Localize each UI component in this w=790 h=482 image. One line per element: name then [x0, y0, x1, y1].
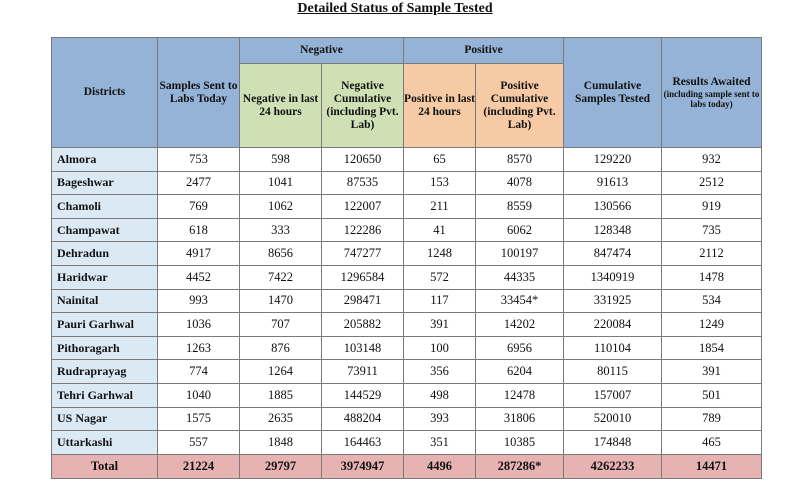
cell-neg24: 876	[240, 336, 322, 360]
cell-cum: 110104	[564, 336, 662, 360]
table-row	[52, 289, 762, 313]
cell-negcum: 103148	[322, 336, 404, 360]
cell-await: 1854	[662, 336, 762, 360]
table-row	[52, 171, 762, 195]
district-name: Pauri Garhwal	[52, 313, 158, 337]
cell-negcum: 87535	[322, 171, 404, 195]
cell-sent: 1575	[158, 407, 240, 431]
cell-cum: 130566	[564, 195, 662, 219]
cell-negcum: 73911	[322, 360, 404, 384]
district-name: Chamoli	[52, 195, 158, 219]
cell-poscum: 12478	[476, 383, 564, 407]
cell-poscum: 6062	[476, 218, 564, 242]
header-samples-sent: Samples Sent to Labs Today	[158, 38, 240, 148]
cell-await: 932	[662, 148, 762, 172]
header-cumulative-tested: Cumulative Samples Tested	[564, 38, 662, 148]
district-name: Dehradun	[52, 242, 158, 266]
cell-await: 735	[662, 218, 762, 242]
cell-sent: 1263	[158, 336, 240, 360]
cell-pos24: 498	[404, 383, 476, 407]
table-row	[52, 242, 762, 266]
cell-negcum: 122007	[322, 195, 404, 219]
cell-cum: 128348	[564, 218, 662, 242]
district-name: Bageshwar	[52, 171, 158, 195]
cell-sent: 4452	[158, 265, 240, 289]
cell-negcum: 298471	[322, 289, 404, 313]
table-row	[52, 383, 762, 407]
cell-await: 1478	[662, 265, 762, 289]
district-name: Pithoragarh	[52, 336, 158, 360]
cell-pos24: 393	[404, 407, 476, 431]
cell-negcum: 122286	[322, 218, 404, 242]
header-districts: Districts	[52, 38, 158, 148]
cell-neg24: 1062	[240, 195, 322, 219]
cell-pos24: 41	[404, 218, 476, 242]
cell-neg24: 7422	[240, 265, 322, 289]
cell-negcum: 488204	[322, 407, 404, 431]
cell-pos24: 351	[404, 431, 476, 455]
table-body	[52, 148, 762, 479]
cell-poscum: 6956	[476, 336, 564, 360]
cell-cum: 174848	[564, 431, 662, 455]
cell-negcum: 144529	[322, 383, 404, 407]
header-positive-cumulative: Positive Cumulative (including Pvt. Lab)	[476, 64, 564, 148]
page-title: Detailed Status of Sample Tested	[297, 1, 493, 16]
total-label: Total	[52, 454, 158, 478]
cell-cum: 847474	[564, 242, 662, 266]
table-row	[52, 407, 762, 431]
district-name: Nainital	[52, 289, 158, 313]
table-row	[52, 360, 762, 384]
cell-poscum: 4078	[476, 171, 564, 195]
cell-poscum: 8570	[476, 148, 564, 172]
district-name: Champawat	[52, 218, 158, 242]
sample-status-table	[51, 37, 762, 479]
cell-poscum: 33454*	[476, 289, 564, 313]
header-negative-24h: Negative in last 24 hours	[240, 64, 322, 148]
table-row	[52, 265, 762, 289]
cell-negcum: 120650	[322, 148, 404, 172]
cell-cum: 157007	[564, 383, 662, 407]
header-negative-cumulative: Negative Cumulative (including Pvt. Lab)	[322, 64, 404, 148]
total-cum: 4262233	[564, 454, 662, 478]
cell-cum: 331925	[564, 289, 662, 313]
cell-sent: 753	[158, 148, 240, 172]
cell-await: 465	[662, 431, 762, 455]
cell-await: 2512	[662, 171, 762, 195]
district-name: Haridwar	[52, 265, 158, 289]
table-row	[52, 431, 762, 455]
table-row	[52, 148, 762, 172]
cell-poscum: 14202	[476, 313, 564, 337]
cell-neg24: 2635	[240, 407, 322, 431]
table-row	[52, 218, 762, 242]
cell-cum: 1340919	[564, 265, 662, 289]
cell-pos24: 117	[404, 289, 476, 313]
results-awaited-label: Results Awaited	[672, 76, 751, 88]
cell-cum: 129220	[564, 148, 662, 172]
cell-neg24: 1470	[240, 289, 322, 313]
cell-neg24: 1848	[240, 431, 322, 455]
cell-pos24: 153	[404, 171, 476, 195]
cell-poscum: 31806	[476, 407, 564, 431]
cell-cum: 220084	[564, 313, 662, 337]
district-name: Rudraprayag	[52, 360, 158, 384]
results-awaited-note: (including sample sent to labs today)	[663, 89, 760, 109]
cell-sent: 993	[158, 289, 240, 313]
table-row	[52, 195, 762, 219]
cell-sent: 1040	[158, 383, 240, 407]
cell-neg24: 598	[240, 148, 322, 172]
total-poscum: 287286*	[476, 454, 564, 478]
cell-pos24: 356	[404, 360, 476, 384]
total-row	[52, 454, 762, 478]
cell-await: 1249	[662, 313, 762, 337]
cell-cum: 91613	[564, 171, 662, 195]
cell-await: 501	[662, 383, 762, 407]
cell-await: 789	[662, 407, 762, 431]
cell-neg24: 1885	[240, 383, 322, 407]
cell-await: 391	[662, 360, 762, 384]
cell-sent: 2477	[158, 171, 240, 195]
district-name: Uttarkashi	[52, 431, 158, 455]
header-positive-24h: Positive in last 24 hours	[404, 64, 476, 148]
cell-sent: 4917	[158, 242, 240, 266]
cell-neg24: 333	[240, 218, 322, 242]
cell-pos24: 211	[404, 195, 476, 219]
cell-neg24: 8656	[240, 242, 322, 266]
cell-pos24: 391	[404, 313, 476, 337]
cell-cum: 80115	[564, 360, 662, 384]
cell-sent: 1036	[158, 313, 240, 337]
cell-neg24: 1041	[240, 171, 322, 195]
district-name: Tehri Garhwal	[52, 383, 158, 407]
table-row	[52, 313, 762, 337]
cell-pos24: 65	[404, 148, 476, 172]
cell-poscum: 8559	[476, 195, 564, 219]
cell-negcum: 164463	[322, 431, 404, 455]
cell-pos24: 572	[404, 265, 476, 289]
cell-sent: 769	[158, 195, 240, 219]
total-pos24: 4496	[404, 454, 476, 478]
cell-poscum: 44335	[476, 265, 564, 289]
cell-negcum: 747277	[322, 242, 404, 266]
cell-pos24: 100	[404, 336, 476, 360]
total-negcum: 3974947	[322, 454, 404, 478]
cell-poscum: 6204	[476, 360, 564, 384]
header-results-awaited	[662, 38, 762, 148]
header-negative-group: Negative	[240, 38, 404, 64]
total-await: 14471	[662, 454, 762, 478]
cell-negcum: 1296584	[322, 265, 404, 289]
cell-await: 919	[662, 195, 762, 219]
district-name: US Nagar	[52, 407, 158, 431]
cell-await: 534	[662, 289, 762, 313]
cell-negcum: 205882	[322, 313, 404, 337]
cell-sent: 774	[158, 360, 240, 384]
total-neg24: 29797	[240, 454, 322, 478]
total-sent: 21224	[158, 454, 240, 478]
district-name: Almora	[52, 148, 158, 172]
cell-await: 2112	[662, 242, 762, 266]
cell-sent: 557	[158, 431, 240, 455]
cell-cum: 520010	[564, 407, 662, 431]
cell-poscum: 100197	[476, 242, 564, 266]
cell-neg24: 707	[240, 313, 322, 337]
cell-neg24: 1264	[240, 360, 322, 384]
cell-sent: 618	[158, 218, 240, 242]
cell-poscum: 10385	[476, 431, 564, 455]
cell-pos24: 1248	[404, 242, 476, 266]
header-positive-group: Positive	[404, 38, 564, 64]
table-row	[52, 336, 762, 360]
